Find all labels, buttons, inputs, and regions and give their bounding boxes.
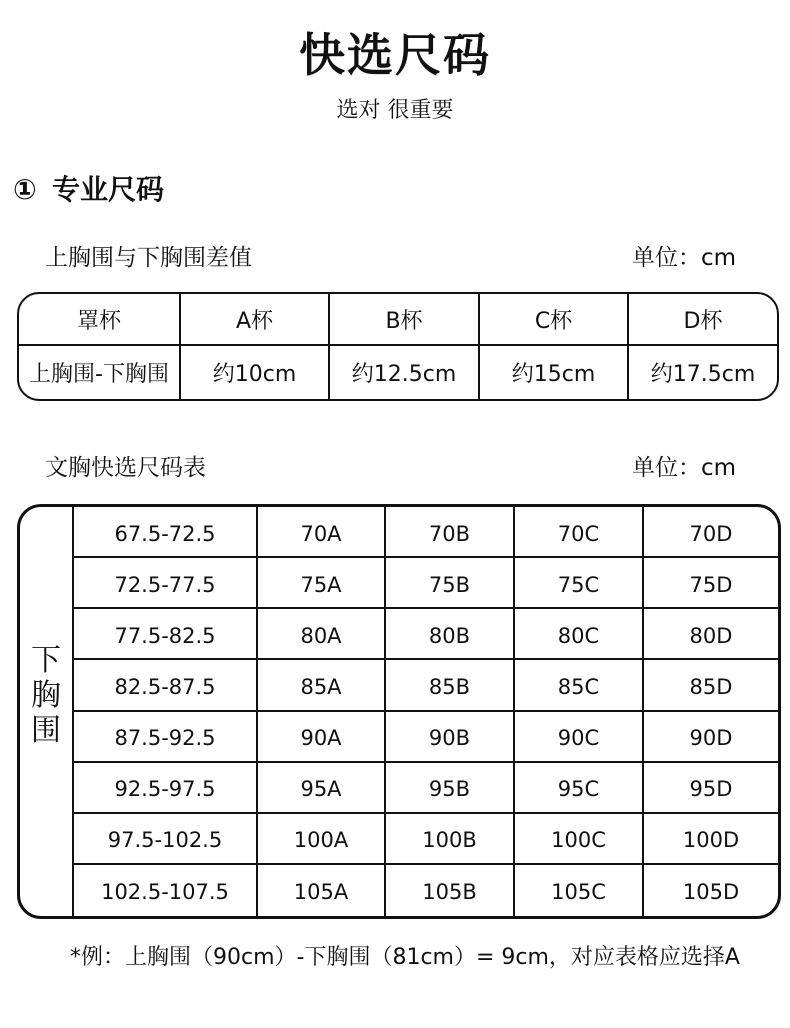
size-cell: 70D (644, 507, 778, 558)
size-cell: 80A (258, 609, 386, 660)
size-cell: 105A (258, 865, 386, 916)
size-cell: 75D (644, 558, 778, 609)
size-cell: 70C (515, 507, 644, 558)
diff-value-cell: 约17.5cm (650, 362, 756, 387)
size-cell: 90D (644, 712, 778, 763)
size-cell: 90C (515, 712, 644, 763)
diff-header-cell: A杯 (181, 294, 330, 346)
size-cell: 100C (515, 814, 644, 865)
page-subtitle: 选对 很重要 (336, 98, 454, 123)
size-range-cell: 87.5-92.5 (74, 712, 258, 763)
diff-header-cell: C杯 (480, 294, 629, 346)
size-cell: 75C (515, 558, 644, 609)
size-cell: 85B (386, 660, 515, 711)
diff-row-label: 上胸围-下胸围 (19, 346, 181, 399)
diff-value-cell: 约15cm (480, 346, 629, 399)
diff-table-unit: 单位：cm (632, 245, 737, 271)
size-cell: 85D (644, 660, 778, 711)
size-cell: 85C (515, 660, 644, 711)
size-cell: 75B (386, 558, 515, 609)
size-cell: 90A (258, 712, 386, 763)
size-cell: 105D (682, 880, 740, 905)
section-number-marker: ① (13, 173, 37, 206)
size-cell: 95C (515, 763, 644, 814)
size-cell: 95A (258, 763, 386, 814)
size-cell: 90B (386, 712, 515, 763)
size-range-cell: 82.5-87.5 (74, 660, 258, 711)
size-cell: 105C (515, 865, 644, 916)
size-cell: 70B (386, 507, 515, 558)
size-cell: 75A (258, 558, 386, 609)
size-range-cell: 67.5-72.5 (74, 507, 258, 558)
size-cell: 80D (644, 609, 778, 660)
size-cell: 95D (644, 763, 778, 814)
cup-difference-table (17, 292, 779, 401)
section-title: 专业尺码 (52, 173, 165, 206)
size-cell: 105B (386, 865, 515, 916)
diff-header-cell: B杯 (330, 294, 480, 346)
diff-header-cell: D杯 (629, 294, 777, 346)
size-table-unit: 单位：cm (632, 455, 737, 481)
size-range-cell: 72.5-77.5 (74, 558, 258, 609)
bra-size-table (17, 504, 781, 919)
size-cell: 95B (386, 763, 515, 814)
size-range-cell: 102.5-107.5 (74, 865, 258, 916)
size-range-cell: 92.5-97.5 (74, 763, 258, 814)
size-cell: 80B (386, 609, 515, 660)
diff-header-cell: 罩杯 (19, 294, 181, 346)
example-footnote: *例：上胸围（90cm）-下胸围（81cm）= 9cm，对应表格应选择A (70, 945, 740, 970)
diff-table-caption: 上胸围与下胸围差值 (45, 245, 252, 271)
diff-value-cell: 约10cm (181, 346, 330, 399)
size-cell: 100D (644, 814, 778, 865)
size-table-side-label: 下胸围 (31, 643, 61, 748)
size-cell: 100A (258, 814, 386, 865)
page-title: 快选尺码 (299, 28, 491, 82)
size-table-side-cell (20, 507, 74, 916)
diff-value-cell: 约12.5cm (330, 346, 480, 399)
size-cell: 70A (258, 507, 386, 558)
size-range-cell: 77.5-82.5 (74, 609, 258, 660)
size-cell: 85A (258, 660, 386, 711)
size-cell: 80C (515, 609, 644, 660)
size-cell: 100B (386, 814, 515, 865)
size-range-cell: 97.5-102.5 (74, 814, 258, 865)
size-table-caption: 文胸快选尺码表 (45, 455, 206, 481)
